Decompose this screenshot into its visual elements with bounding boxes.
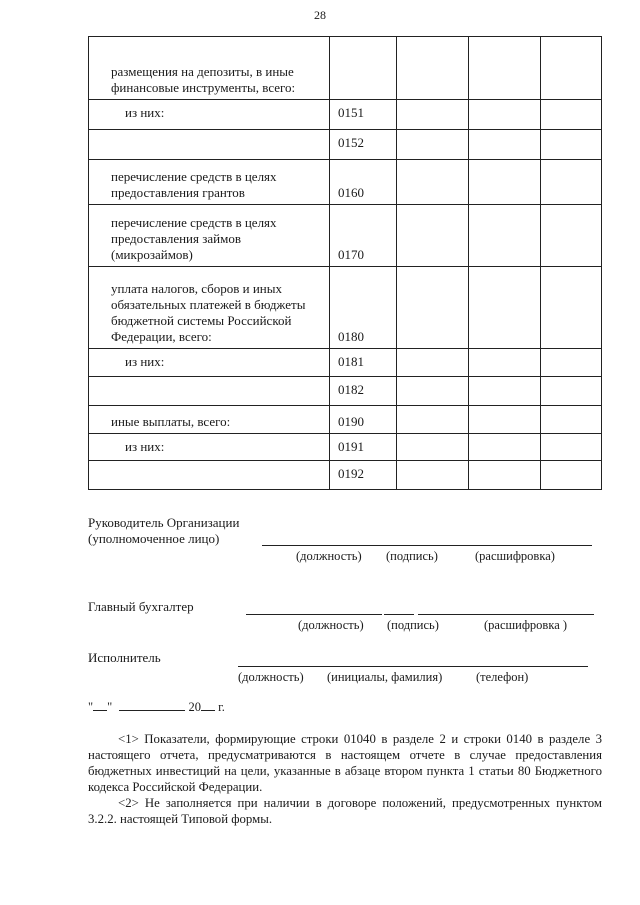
value-cell [397,37,469,100]
head-signature-caption: (подпись) [386,549,438,563]
row-code [330,37,397,100]
row-label [89,377,330,406]
accountant-signature-line [384,614,414,615]
row-code: 0151 [330,100,397,130]
row-label: перечисление средств в целях предоставления грантов [89,160,330,205]
value-cell [397,160,469,205]
value-cell [397,349,469,377]
value-cell [541,160,602,205]
table-row [89,160,602,205]
value-cell [469,100,541,130]
value-cell [541,406,602,434]
value-cell [541,461,602,490]
table-row [89,37,602,100]
executor-initials-caption: (инициалы, фамилия) [327,670,443,684]
value-cell [541,130,602,160]
head-signature-line [262,545,592,546]
row-code: 0191 [330,434,397,461]
accountant-decoding-caption: (расшифровка ) [484,618,568,632]
row-label: из них: [89,434,330,461]
value-cell [469,461,541,490]
row-code: 0190 [330,406,397,434]
row-code: 0181 [330,349,397,377]
table-row [89,100,602,130]
row-label: перечисление средств в целях предоставления займов (микрозаймов) [89,205,330,267]
date-close-quote: " [107,700,113,714]
date-year-suffix: г. [218,700,225,714]
table-row [89,377,602,406]
head-decoding-caption: (расшифровка) [475,549,555,563]
date-day-blank [93,699,107,711]
row-code: 0182 [330,377,397,406]
row-label: уплата налогов, сборов и иных обязательных платежей в бюджеты бюджетной системы Российской Федерации, всего: [89,267,330,349]
value-cell [469,205,541,267]
value-cell [397,434,469,461]
table-row [89,349,602,377]
value-cell [541,267,602,349]
row-code: 0152 [330,130,397,160]
value-cell [469,130,541,160]
value-cell [469,160,541,205]
head-position-caption: (должность) [296,549,362,563]
value-cell [397,130,469,160]
footnotes [88,731,602,827]
page-number: 28 [314,8,326,22]
row-label: иные выплаты, всего: [89,406,330,434]
row-code: 0160 [330,160,397,205]
value-cell [397,267,469,349]
table-row [89,205,602,267]
accountant-position-caption: (должность) [298,618,364,632]
row-label: размещения на депозиты, в иные финансовые инструменты, всего: [89,37,330,100]
table-row [89,434,602,461]
date-line [88,699,225,715]
value-cell [397,100,469,130]
value-cell [541,434,602,461]
table-row [89,130,602,160]
table-row [89,461,602,490]
row-label: из них: [89,100,330,130]
date-year-blank [201,699,215,711]
value-cell [397,461,469,490]
value-cell [469,406,541,434]
date-open-quote: " [88,700,94,714]
table-row [89,267,602,349]
table-row [89,406,602,434]
value-cell [397,377,469,406]
value-cell [469,349,541,377]
executor-title: Исполнитель [88,650,161,665]
accountant-signature-caption: (подпись) [387,618,439,632]
value-cell [541,377,602,406]
value-cell [541,100,602,130]
row-label [89,461,330,490]
value-cell [469,267,541,349]
report-table [88,36,602,490]
value-cell [541,205,602,267]
footnote-2: <2> Не заполняется при наличии в договоре положений, предусмотренных пунктом 3.2.2. настоящей Типовой формы. [88,796,602,826]
row-code: 0170 [330,205,397,267]
footnote-1: <1> Показатели, формирующие строки 01040 в разделе 2 и строки 0140 в разделе 3 настоящего отчета, предусматриваются в настоящем отчете в случае предоставления бюджетных инвестиций на цели, указанные в абзаце втором пункта 1 статьи 80 Бюджетного кодекса Российской Федерации. [88,732,602,794]
value-cell [469,434,541,461]
executor-phone-caption: (телефон) [476,670,529,684]
accountant-position-line [246,614,382,615]
head-subtitle: (уполномоченное лицо) [88,531,220,546]
value-cell [541,37,602,100]
value-cell [397,205,469,267]
executor-position-caption: (должность) [238,670,304,684]
row-label: из них: [89,349,330,377]
accountant-title: Главный бухгалтер [88,599,194,614]
value-cell [541,349,602,377]
row-label [89,130,330,160]
row-code: 0180 [330,267,397,349]
date-year-prefix: 20 [188,700,201,714]
value-cell [469,377,541,406]
date-month-blank [119,699,185,711]
row-code: 0192 [330,461,397,490]
executor-line [238,666,588,667]
value-cell [469,37,541,100]
head-title: Руководитель Организации [88,515,240,530]
accountant-decoding-line [418,614,594,615]
value-cell [397,406,469,434]
